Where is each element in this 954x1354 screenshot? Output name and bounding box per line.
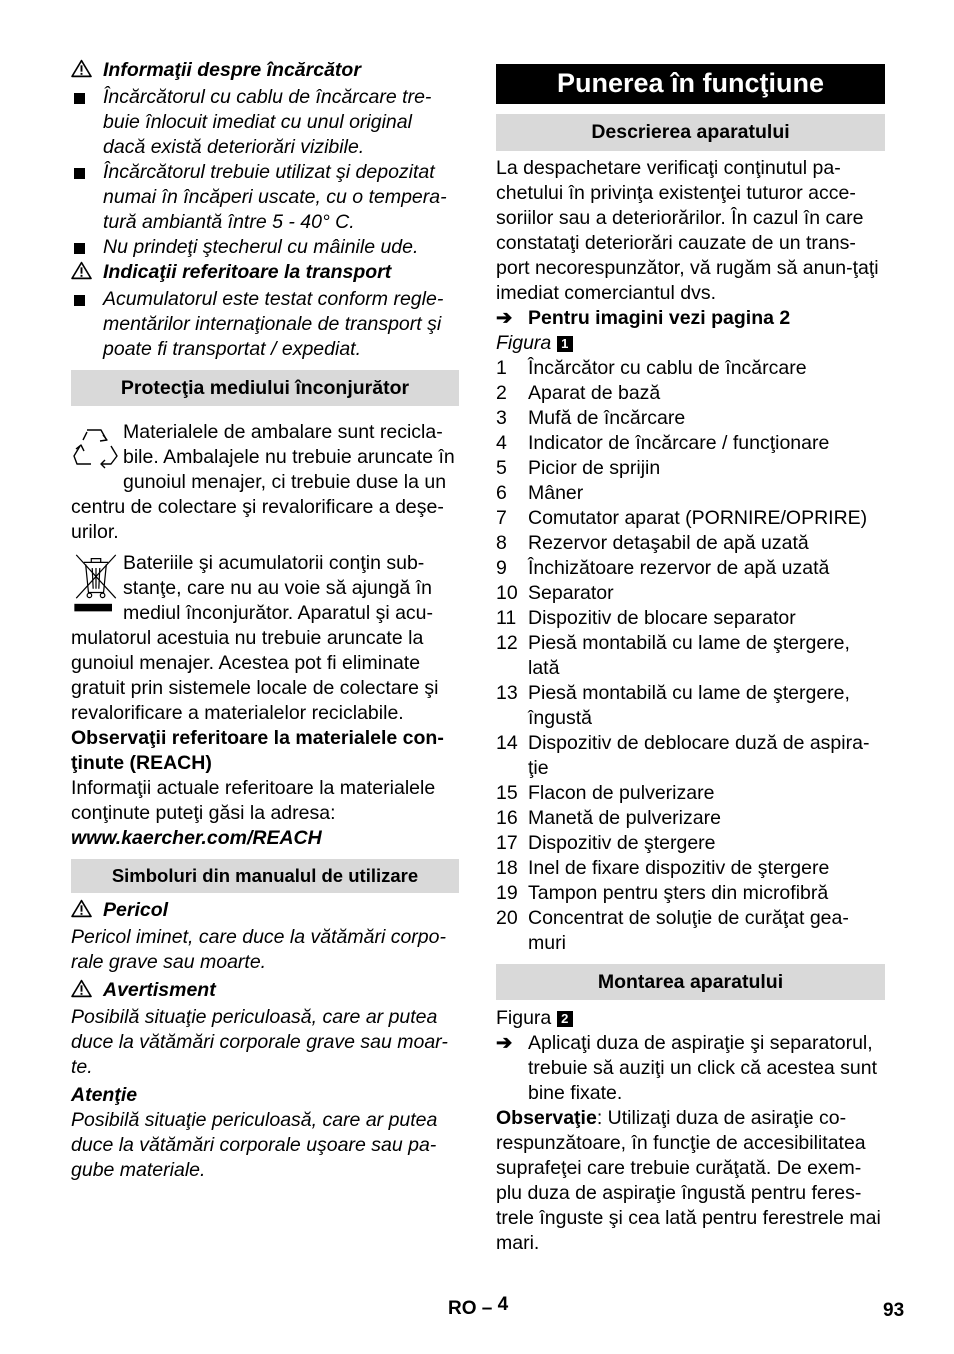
item-label: Picior de sprijin xyxy=(528,457,661,479)
list-item: Încărcătorul trebuie utilizat şi depozitat numai în încăperi uscate, cu o tempera-tură ambiantă între 5 - 40° C. xyxy=(71,160,459,235)
recycling-icon xyxy=(71,422,121,472)
note-paragraph: Observaţie: Utilizaţi duza de asiraţie co-respunzătoare, în funcţie de accesibilitatea suprafeţei care trebuie curăţată. De exem-plu duza de aspiraţie îngustă pentru feres-trele înguste şi cea lată pentru ferestrele mai mari. xyxy=(496,1107,881,1254)
warning-icon xyxy=(71,898,103,925)
crossed-bin-icon xyxy=(71,553,121,617)
item-number: 13 xyxy=(496,682,518,704)
item-number: 2 xyxy=(496,382,507,404)
list-item xyxy=(496,506,885,531)
item-label: Închizătoare rezervor de apă uzată xyxy=(528,557,830,579)
list-item xyxy=(496,631,885,681)
symbols-heading: Simboluri din manualul de utilizare xyxy=(71,859,459,893)
item-number: 19 xyxy=(496,882,518,904)
item-number: 6 xyxy=(496,482,507,504)
main-heading: Punerea în funcţiune xyxy=(496,64,885,104)
figure-2-label: Figura 2 xyxy=(496,1006,885,1031)
environment-heading: Protecţia mediului înconjurător xyxy=(71,370,459,406)
list-item xyxy=(496,581,885,606)
caution-title: Atenţie xyxy=(71,1084,138,1106)
figure-number-badge: 2 xyxy=(557,1011,573,1027)
battery-paragraph: Bateriile şi acumulatorii conţin sub-stanţe, care nu au voie să ajungă în mediul înconjurător. Aparatul şi acu-mulatorul acestuia nu trebuie aruncate la gunoiul menajer. Acestea pot fi eliminate gratuit prin sistemele locale de colectare şi revalorificare a materialelor reciclabile. xyxy=(71,552,439,724)
item-label: Piesă montabilă cu lame de ştergere, lată xyxy=(528,632,850,679)
item-label: Dispozitiv de blocare separator xyxy=(528,607,796,629)
item-number: 9 xyxy=(496,557,507,579)
item-label: Rezervor detaşabil de apă uzată xyxy=(528,532,809,554)
item-label: Comutator aparat (PORNIRE/OPRIRE) xyxy=(528,507,868,529)
item-label: Concentrat de soluţie de curăţat gea-muri xyxy=(528,907,849,954)
arrow-right-icon: ➔ xyxy=(496,1032,513,1054)
warning-text: Posibilă situaţie periculoasă, care ar putea duce la vătămări corporale grave sau moar-te. xyxy=(71,1006,448,1078)
right-column xyxy=(496,64,885,1256)
warning-icon xyxy=(71,260,103,287)
danger-title: Pericol xyxy=(71,898,459,925)
page-number: 93 xyxy=(883,1300,905,1321)
item-label: Mâner xyxy=(528,482,584,504)
figure-1-label: Figura 1 xyxy=(496,331,885,356)
item-number: 3 xyxy=(496,407,507,429)
item-number: 4 xyxy=(496,432,507,454)
item-label: Mufă de încărcare xyxy=(528,407,686,429)
item-label: Aparat de bază xyxy=(528,382,661,404)
list-item xyxy=(496,381,885,406)
item-number: 14 xyxy=(496,732,518,754)
reach-heading: Observaţii referitoare la materialele con-ţinute (REACH) xyxy=(71,727,444,774)
list-item xyxy=(496,456,885,481)
item-number: 1 xyxy=(496,357,507,379)
warning-icon xyxy=(71,978,103,1005)
item-number: 11 xyxy=(496,607,517,629)
list-item xyxy=(496,731,885,781)
item-label: Dispozitiv de ştergere xyxy=(528,832,716,854)
list-item xyxy=(496,406,885,431)
item-label: Dispozitiv de deblocare duză de aspira-ţie xyxy=(528,732,870,779)
mount-step: ➔ Aplicaţi duza de aspiraţie şi separatorul, trebuie să auziţi un click că acestea sunt bine fixate. xyxy=(496,1032,878,1104)
list-item: Acumulatorul este testat conform regle-mentărilor internaţionale de transport şi poate fi transportat / expediat. xyxy=(71,287,459,362)
item-number: 18 xyxy=(496,857,518,879)
list-item xyxy=(496,806,885,831)
list-item xyxy=(496,606,885,631)
arrow-right-icon: ➔ xyxy=(496,307,513,329)
item-number: 10 xyxy=(496,582,518,604)
item-number: 20 xyxy=(496,907,518,929)
item-label: Flacon de pulverizare xyxy=(528,782,715,804)
list-item xyxy=(496,481,885,506)
warning-icon xyxy=(71,58,103,85)
item-label: Încărcător cu cablu de încărcare xyxy=(528,357,807,379)
list-item xyxy=(496,681,885,731)
charger-heading: Informaţii despre încărcător xyxy=(71,58,459,85)
item-label: Separator xyxy=(528,582,614,604)
item-number: 17 xyxy=(496,832,518,854)
recycling-paragraph: Materialele de ambalare sunt recicla-bile. Ambalajele nu trebuie aruncate în gunoiul menajer, ci trebuie duse la un centru de colectare şi revalorificare a deşe-urilor. xyxy=(71,421,455,543)
item-label: Tampon pentru şters din microfibră xyxy=(528,882,829,904)
description-heading: Descrierea aparatului xyxy=(496,114,885,151)
item-label: Inel de fixare dispozitiv de ştergere xyxy=(528,857,830,879)
list-item xyxy=(496,831,885,856)
list-item xyxy=(496,906,885,956)
mounting-heading: Montarea aparatului xyxy=(496,964,885,1000)
reach-text: Informaţii actuale referitoare la materialele conţinute puteţi găsi la adresa: xyxy=(71,777,436,824)
item-label: Manetă de pulverizare xyxy=(528,807,721,829)
images-reference: ➔ Pentru imagini vezi pagina 2 xyxy=(496,307,791,329)
list-item: Nu prindeţi ştecherul cu mâinile ude. xyxy=(71,235,459,260)
item-number: 15 xyxy=(496,782,518,804)
item-label: Indicator de încărcare / funcţionare xyxy=(528,432,830,454)
list-item xyxy=(496,781,885,806)
danger-text: Pericol iminet, care duce la vătămări corpo-rale grave sau moarte. xyxy=(71,926,446,973)
list-item xyxy=(496,356,885,381)
warning-title: Avertisment xyxy=(71,978,459,1005)
list-item xyxy=(496,556,885,581)
caution-text: Posibilă situaţie periculoasă, care ar putea duce la vătămări corporale uşoare sau pa-gube materiale. xyxy=(71,1109,438,1181)
description-text: La despachetare verificaţi conţinutul pa-chetului în privinţa existenţei tuturor acce-soriilor sau a deteriorărilor. În cazul în care constataţi deteriorări cauzate de un trans-port necorespunzător, vă rugăm să anun-ţaţi imediat comerciantul dvs. xyxy=(496,157,879,304)
reach-url[interactable]: www.kaercher.com/REACH xyxy=(71,827,322,849)
item-number: 8 xyxy=(496,532,507,554)
list-item xyxy=(496,856,885,881)
item-number: 7 xyxy=(496,507,507,529)
list-item xyxy=(496,431,885,456)
figure-number-badge: 1 xyxy=(557,336,573,352)
list-item xyxy=(496,531,885,556)
item-number: 16 xyxy=(496,807,518,829)
item-label: Piesă montabilă cu lame de ştergere, îngustă xyxy=(528,682,850,729)
list-item: Încărcătorul cu cablu de încărcare tre-buie înlocuit imediat cu unul original dacă există deteriorări vizibile. xyxy=(71,85,459,160)
footer-section-label: RO – 4 xyxy=(448,1294,509,1319)
transport-heading: Indicaţii referitoare la transport xyxy=(71,260,459,287)
parts-list xyxy=(496,356,885,956)
left-column xyxy=(71,58,459,1183)
item-number: 5 xyxy=(496,457,507,479)
item-number: 12 xyxy=(496,632,518,654)
list-item xyxy=(496,881,885,906)
